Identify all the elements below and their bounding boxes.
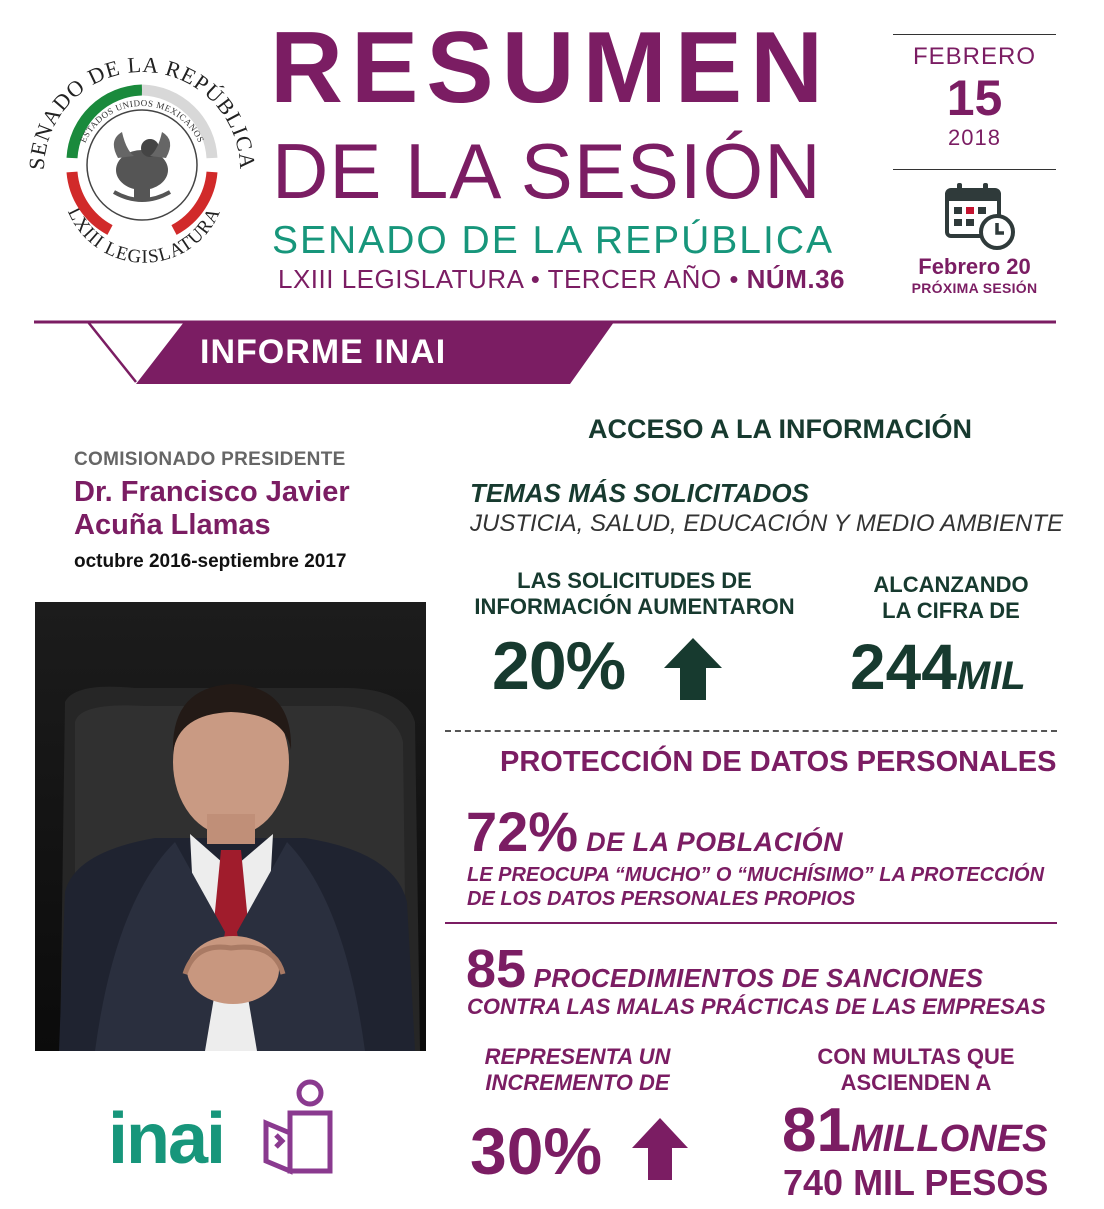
increase-label-line2: INFORMACIÓN AUMENTARON	[474, 594, 795, 620]
represents-value: 30%	[470, 1114, 603, 1188]
date-day: 15	[946, 70, 1003, 126]
date-month: FEBRERO	[912, 43, 1036, 70]
protection-heading: PROTECCIÓN DE DATOS PERSONALES	[500, 746, 1057, 778]
session-date	[893, 34, 1056, 170]
procedures-value: 85	[466, 939, 527, 999]
population-stat	[466, 800, 844, 863]
commissioner-period: octubre 2016-septiembre 2017	[74, 551, 347, 572]
reach-value	[850, 631, 1026, 703]
population-label: DE LA POBLACIÓN	[578, 827, 844, 857]
commissioner-name	[74, 476, 350, 543]
section-banner	[34, 318, 1056, 390]
session-number: NÚM.36	[746, 264, 846, 294]
title-resumen: RESUMEN	[270, 12, 832, 124]
reach-label-line2: LA CIFRA DE	[882, 598, 1020, 624]
concern-line2: DE LOS DATOS PERSONALES PROPIOS	[467, 888, 856, 911]
procedures-sub: CONTRA LAS MALAS PRÁCTICAS DE LAS EMPRESAS	[467, 994, 1046, 1019]
fines-unit: MILLONES	[850, 1118, 1048, 1160]
seal-text-top: SENADO DE LA REPÚBLICA	[23, 51, 261, 171]
increase-value: 20%	[492, 628, 626, 704]
fines-label-line2: ASCIENDEN A	[840, 1069, 992, 1095]
inai-logo	[108, 1075, 338, 1175]
represents-line1: REPRESENTA UN	[484, 1044, 671, 1069]
population-value: 72%	[466, 800, 579, 863]
legislature-line	[278, 266, 883, 292]
concern-line1: LE PREOCUPA “MUCHO” O “MUCHÍSIMO” LA PROTECCIÓN	[467, 864, 1045, 886]
subtitle-senado: SENADO DE LA REPÚBLICA	[272, 219, 835, 262]
reach-label	[852, 572, 1050, 625]
procedures-stat	[466, 939, 984, 999]
increase-label	[468, 568, 801, 621]
fines-number: 81	[782, 1096, 851, 1165]
section-divider	[445, 730, 1057, 732]
topics-list: JUSTICIA, SALUD, EDUCACIÓN Y MEDIO AMBIENTE	[470, 510, 1063, 537]
concern-text	[467, 863, 1044, 912]
topics-heading: TEMAS MÁS SOLICITADOS	[470, 478, 809, 508]
procedures-label: PROCEDIMIENTOS DE SANCIONES	[526, 963, 984, 993]
section-rule	[445, 922, 1057, 924]
fines-value	[782, 1096, 1048, 1165]
fines-sub: 740 MIL PESOS	[783, 1162, 1049, 1203]
commissioner-role: COMISIONADO PRESIDENTE	[74, 449, 346, 470]
reach-number: 244	[850, 631, 957, 703]
reach-unit: MIL	[956, 654, 1026, 698]
fines-label	[796, 1044, 1036, 1095]
inai-logo-text: inai	[108, 1099, 225, 1175]
access-heading: ACCESO A LA INFORMACIÓN	[588, 414, 972, 444]
date-year: 2018	[948, 125, 1001, 150]
title-de-la-sesion: DE LA SESIÓN	[272, 127, 822, 215]
legislature-text: LXIII LEGISLATURA • TERCER AÑO •	[278, 264, 747, 294]
reach-label-line1: ALCANZANDO	[873, 572, 1029, 597]
next-session-date: Febrero 20	[918, 254, 1031, 279]
eagle-emblem	[114, 132, 170, 200]
ballot-figure-icon	[266, 1082, 330, 1171]
arrow-up-icon	[664, 638, 722, 700]
commissioner-name-line2: Acuña Llamas	[74, 509, 271, 542]
represents-line2: INCREMENTO DE	[485, 1069, 670, 1095]
arrow-up-icon	[632, 1118, 688, 1180]
calendar-clock-icon	[943, 180, 1017, 252]
commissioner-photo	[35, 602, 426, 1051]
commissioner-name-line1: Dr. Francisco Javier	[74, 476, 350, 508]
section-title: INFORME INAI	[200, 333, 447, 371]
fines-label-line1: CON MULTAS QUE	[817, 1044, 1015, 1069]
increase-label-line1: LAS SOLICITUDES DE	[517, 568, 752, 593]
senate-seal	[22, 40, 262, 290]
represents-label	[470, 1044, 685, 1095]
seal-text-inner: ESTADOS UNIDOS MEXICANOS	[77, 97, 207, 145]
seal-text-bottom: LXIII LEGISLATURA	[63, 204, 225, 268]
next-session-label: PRÓXIMA SESIÓN	[911, 280, 1038, 296]
